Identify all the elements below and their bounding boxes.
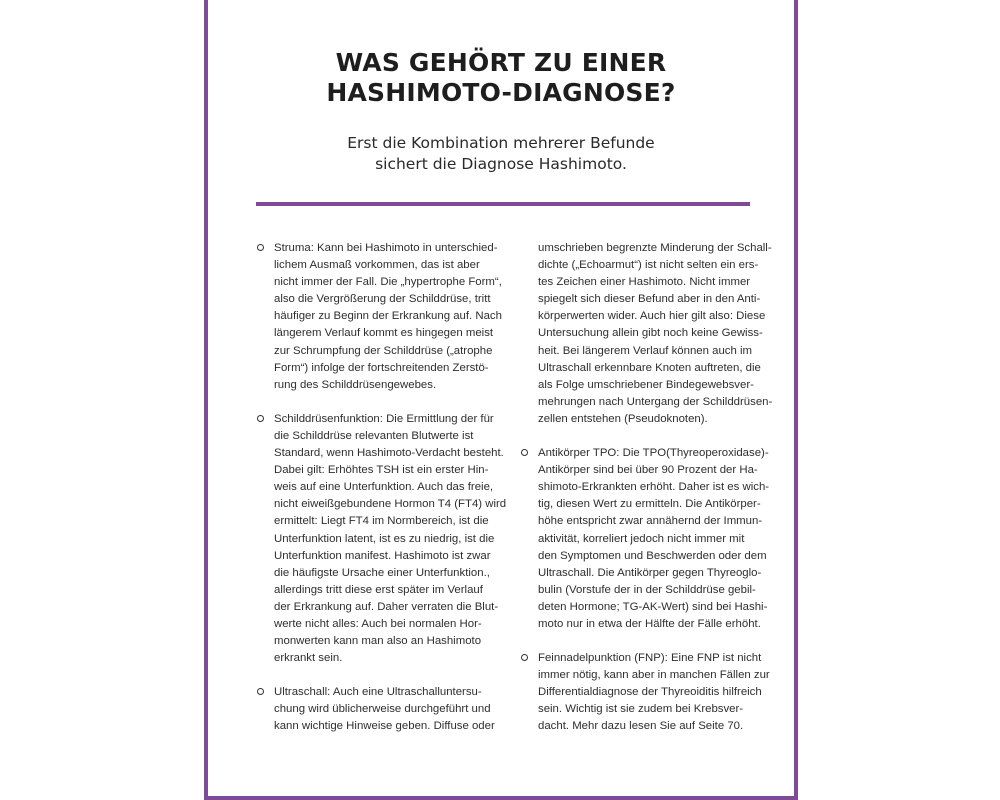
text-line: dacht. Mehr dazu lesen Sie auf Seite 70. xyxy=(538,720,744,733)
text-line: Struma: Kann bei Hashimoto in unterschied- xyxy=(274,242,498,254)
text-line: immer nötig, kann aber in manchen Fällen zur xyxy=(538,669,770,682)
text-line: Dabei gilt: Erhöhtes TSH ist ein erster Hin- xyxy=(274,464,489,477)
left-column xyxy=(256,240,507,753)
text-line: lichem Ausmaß vorkommen, das ist aber xyxy=(274,259,480,272)
text-line: kann wichtige Hinweise geben. Diffuse oder xyxy=(274,720,495,733)
text-line: also die Vergrößerung der Schilddrüse, tritt xyxy=(274,293,491,306)
text-line: höhe entspricht zwar annähernd der Immun- xyxy=(538,515,763,528)
circle-bullet-icon xyxy=(257,688,264,695)
circle-bullet-icon xyxy=(521,449,528,456)
text-line: rung des Schilddrüsengewebes. xyxy=(274,378,437,391)
text-line: Differentialdiagnose der Thyreoiditis hilfreich xyxy=(538,686,762,699)
text-line: umschrieben begrenzte Minderung der Schall- xyxy=(538,242,772,254)
circle-bullet-icon xyxy=(521,654,528,661)
text-line: Schilddrüsenfunktion: Die Ermittlung der für xyxy=(274,412,494,425)
list-item-continuation xyxy=(520,240,773,428)
text-line: weis auf eine Unterfunktion. Auch das freie, xyxy=(274,481,494,494)
page-subtitle xyxy=(208,133,794,175)
text-line: Antikörper sind bei über 90 Prozent der Ha- xyxy=(538,464,758,477)
text-line: zur Schrumpfung der Schilddrüse („atrophe xyxy=(274,344,493,357)
text-line: Ultraschall erkennbare Knoten auftreten, die xyxy=(538,361,761,374)
text-line: nicht eiweißgebundene Hormon T4 (FT4) wird xyxy=(274,498,507,511)
text-line: allerdings tritt diese erst später im Verlauf xyxy=(274,583,483,596)
text-line: Antikörper TPO: Die TPO(Thyreoperoxidase)- xyxy=(538,447,769,460)
text-line: deten Hormone; TG-AK-Wert) sind bei Hashi- xyxy=(538,600,768,613)
text-line: monwerten kann man also an Hashimoto xyxy=(274,635,482,648)
list-item xyxy=(256,240,502,394)
text-line: die Schilddrüse relevanten Blutwerte ist xyxy=(274,429,474,442)
text-line: mehrungen nach Untergang der Schilddrüsen- xyxy=(538,395,773,408)
text-line: Unterfunktion latent, ist es zu niedrig, ist die xyxy=(274,532,495,545)
text-line: ermittelt: Liegt FT4 im Normbereich, ist die xyxy=(274,515,489,528)
text-line: körperwerten wider. Auch hier gilt also: Diese xyxy=(538,310,766,323)
list-item xyxy=(256,411,507,667)
text-line: moto nur in etwa der Hälfte der Fälle erhöht. xyxy=(538,617,761,630)
text-line: Ultraschall: Auch eine Ultraschalluntersu- xyxy=(274,686,482,699)
text-line: shimoto-Erkrankten erhöht. Daher ist es wich- xyxy=(538,481,770,494)
text-line: tig, diesen Wert zu ermitteln. Die Antikörper- xyxy=(538,498,761,511)
text-line: werte nicht alles: Auch bei normalen Hor- xyxy=(274,617,482,630)
circle-bullet-icon xyxy=(257,415,264,422)
text-line: nicht immer der Fall. Die „hypertrophe Form“, xyxy=(274,276,502,289)
text-line: bulin (Vorstufe der in der Schilddrüse gebil- xyxy=(538,583,756,596)
book-page xyxy=(204,0,798,800)
page-title xyxy=(208,48,794,108)
text-line: sein. Wichtig ist sie zudem bei Krebsver- xyxy=(538,703,744,716)
title-line-1: WAS GEHÖRT ZU EINER xyxy=(335,48,667,77)
list-item xyxy=(256,684,495,735)
text-line: Unterfunktion manifest. Hashimoto ist zwar xyxy=(274,549,491,562)
right-column xyxy=(520,240,773,753)
text-line: die häufigste Ursache einer Unterfunktion., xyxy=(274,566,490,579)
text-line: heit. Bei längerem Verlauf können auch im xyxy=(538,344,753,357)
text-line: aktivität, korreliert jedoch nicht immer mit xyxy=(538,532,745,545)
text-line: zellen entstehen (Pseudoknoten). xyxy=(538,412,708,425)
subtitle-line-1: Erst die Kombination mehrerer Befunde xyxy=(347,134,655,152)
subtitle-line-2: sichert die Diagnose Hashimoto. xyxy=(375,155,627,173)
list-item xyxy=(520,445,770,633)
text-line: spiegelt sich dieser Befund aber in den Anti- xyxy=(538,293,761,306)
list-item xyxy=(520,650,770,735)
text-line: erkrankt sein. xyxy=(274,652,343,665)
text-line: Standard, wenn Hashimoto-Verdacht besteht. xyxy=(274,447,504,460)
text-line: tes Zeichen einer Hashimoto. Nicht immer xyxy=(538,276,751,289)
accent-divider xyxy=(256,202,750,206)
text-line: Untersuchung allein gibt noch keine Gewiss- xyxy=(538,327,763,340)
text-line: Ultraschall. Die Antikörper gegen Thyreoglo- xyxy=(538,566,762,579)
text-line: chung wird üblicherweise durchgeführt und xyxy=(274,703,491,716)
title-line-2: HASHIMOTO-DIAGNOSE? xyxy=(326,78,676,107)
text-line: der Erkrankung auf. Daher verraten die Blut- xyxy=(274,600,499,613)
text-line: Form“) infolge der fortschreitenden Zerstö- xyxy=(274,361,489,374)
circle-bullet-icon xyxy=(257,244,264,251)
text-line: häufiger zu Beginn der Erkrankung auf. Nach xyxy=(274,310,502,323)
text-line: längerem Verlauf kommt es hingegen meist xyxy=(274,327,494,340)
text-line: Feinnadelpunktion (FNP): Eine FNP ist nicht xyxy=(538,652,762,665)
text-line: dichte („Echoarmut“) ist nicht selten ein ers- xyxy=(538,259,759,272)
text-line: den Symptomen und Beschwerden oder dem xyxy=(538,549,767,562)
text-line: als Folge umschriebener Bindegewebsver- xyxy=(538,378,754,391)
